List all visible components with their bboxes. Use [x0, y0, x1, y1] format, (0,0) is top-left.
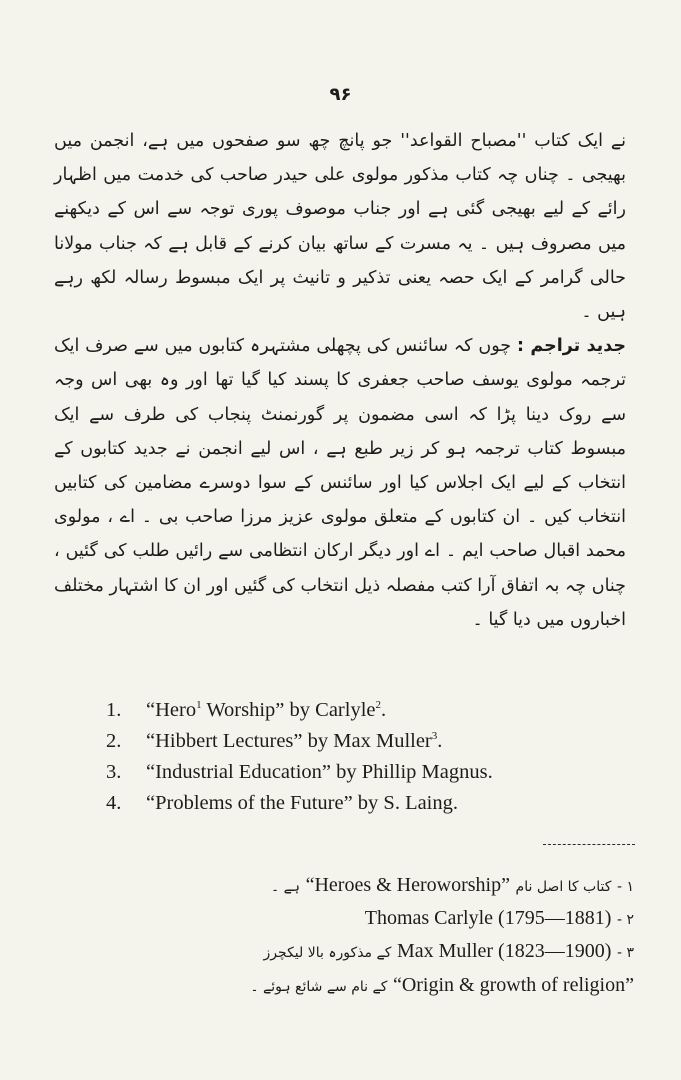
footnote-2: ۲ - Thomas Carlyle (1795—1881) [364, 907, 634, 930]
footnote-ref: 3 [431, 730, 438, 743]
footnote-divider [543, 844, 635, 845]
footnote-ref: 2 [375, 699, 381, 712]
paragraph-2-text: چوں کہ سائنس کی پچھلی مشتہرہ کتابوں میں سے صرف ایک ترجمہ مولوی یوسف صاحب جعفری کا پسند کیا گیا تھا اور وہ بھی اس وجہ سے روک دینا پڑا کہ اسی مضمون پر گورنمنٹ پنجاب کی طرف سے ایک مبسوط کتاب ترجمہ ہو کر زیر طبع ہے ، اس لیے انجمن نے جدید کتابوں کے انتخاب کے لیے ایک اجلاس کیا اور سائنس کے سوا دوسرے مضامین کی کتابیں انتخاب کیں ۔ ان کتابوں کے متعلق مولوی عزیز مرزا صاحب بی ۔ اے ، مولوی محمد اقبال صاحب ایم ۔ اے اور دیگر ارکان انتظامی سے رائیں طلب کی گئیں ، چناں چہ بہ اتفاق آرا کتب مفصلہ ذیل انتخاب کی گئیں اور ان کا اشتہار مختلف اخباروں میں دیا گیا ۔ [54, 336, 626, 630]
book-title: “Industrial Education” by Phillip Magnus. [146, 761, 493, 783]
paragraph-1: نے ایک کتاب ''مصباح القواعد'' جو پانچ چھ سو صفحوں میں ہے، انجمن میں بھیجی ۔ چناں چہ کتاب مذکور مولوی علی حیدر صاحب کی خدمت میں اظہار رائے کے لیے بھیجی گئی ہے اور جناب موصوف پوری توجہ سے اس کے دیکھنے میں مصروف ہیں ۔ یہ مسرت کے ساتھ بیان کرنے کے قابل ہے کہ جناب مولانا حالی گرامر کے ایک حصہ یعنی تذکیر و تانیث پر ایک مبسوط رسالہ لکھ رہے ہیں ۔ [54, 131, 626, 323]
book-item [106, 757, 646, 788]
book-title: “Hero$^1$ Worship” by Carlyle$^2$. [146, 699, 387, 721]
urdu-body-text [54, 124, 626, 637]
book-number: 3. [106, 761, 122, 783]
book-number: 2. [106, 730, 122, 752]
section-heading: جدید تراجم : [516, 336, 626, 357]
footnotes [58, 870, 634, 1003]
book-list [106, 695, 646, 819]
book-number: 4. [106, 792, 122, 814]
book-number: 1. [106, 699, 122, 721]
book-item [106, 695, 646, 726]
book-title: “Hibbert Lectures” by Max Muller$^3$. [146, 730, 443, 752]
book-item [106, 788, 646, 819]
footnote-3-continued: “Origin & growth of religion” کے نام سے شائع ہوئے ۔ [250, 973, 634, 996]
footnote-3: ۳ - Max Muller (1823—1900) کے مذکورہ بالا لیکچرز [263, 940, 634, 963]
book-item [106, 726, 646, 757]
footnote-1: ۱ - کتاب کا اصل نام “Heroes & Heroworship” ہے ۔ [270, 874, 634, 896]
paragraph-2 [54, 329, 626, 637]
page-number: ۹۶ [329, 84, 352, 105]
book-title: “Problems of the Future” by S. Laing. [146, 792, 459, 814]
footnote-ref: 1 [196, 699, 202, 712]
